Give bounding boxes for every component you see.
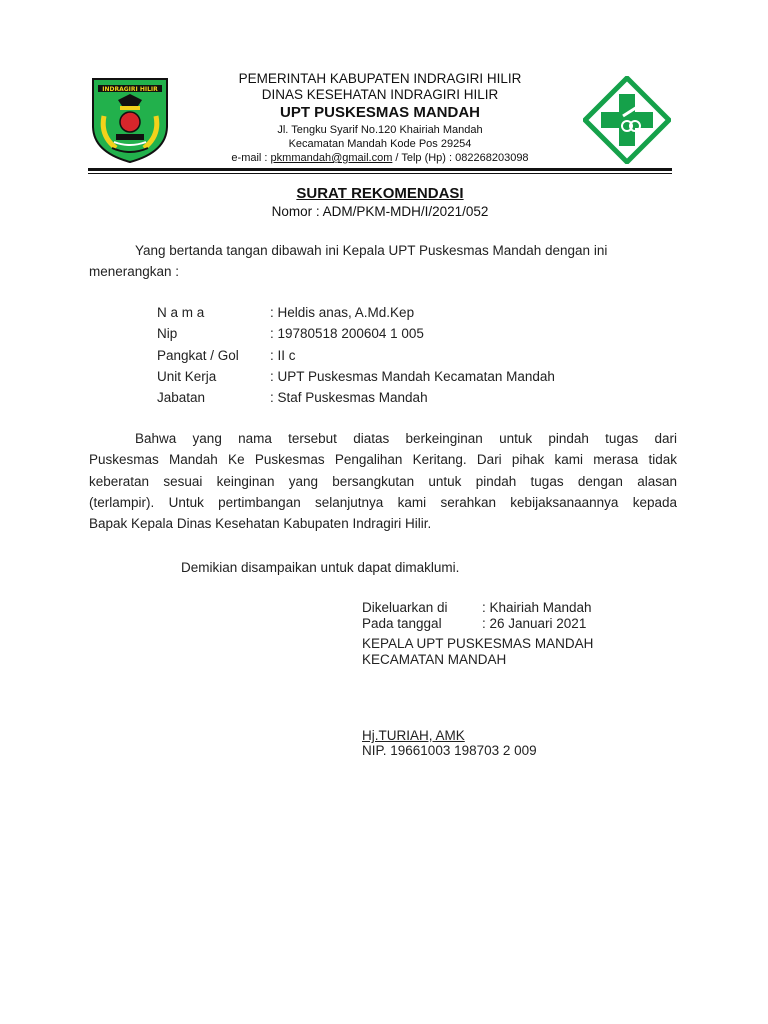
kabupaten-logo	[90, 76, 170, 164]
identity-value-pangkat: : II c	[270, 348, 296, 363]
header-line3: UPT PUSKESMAS MANDAH	[279, 104, 480, 121]
identity-label-pangkat: Pangkat / Gol	[157, 348, 239, 363]
header-divider-thick	[88, 168, 672, 172]
header-address1: Jl. Tengku Syarif No.120 Khairiah Mandah	[277, 124, 483, 136]
identity-label-nip: Nip	[157, 326, 178, 341]
document-number: Nomor : ADM/PKM-MDH/I/2021/052	[271, 204, 489, 219]
paragraph-line5: Bapak Kepala Dinas Kesehatan Kabupaten Indragiri Hilir.	[89, 516, 432, 531]
signatory-name: Hj.TURIAH, AMK	[362, 728, 465, 743]
identity-label-nama: N a m a	[157, 305, 205, 320]
identity-value-jabatan: : Staf Puskesmas Mandah	[270, 390, 428, 405]
identity-label-jabatan: Jabatan	[157, 390, 206, 405]
email-prefix: e-mail :	[231, 152, 271, 164]
date-value: : 26 Januari 2021	[482, 616, 587, 631]
header-address2: Kecamatan Mandah Kode Pos 29254	[288, 138, 472, 150]
document-title: SURAT REKOMENDASI	[296, 185, 464, 202]
puskesmas-logo	[583, 76, 671, 164]
issued-at-label: Dikeluarkan di	[362, 600, 448, 615]
paragraph-line1: Bahwa yang nama tersebut diatas berkeinginan untuk pindah tugas dari	[135, 431, 677, 446]
logo-text: INDRAGIRI HILIR	[102, 86, 158, 93]
paragraph-line2: Puskesmas Mandah Ke Puskesmas Pengalihan Keritang. Dari pihak kami merasa tidak	[89, 452, 677, 467]
identity-value-unit: : UPT Puskesmas Mandah Kecamatan Mandah	[270, 369, 555, 384]
phone-text: / Telp (Hp) : 082268203098	[392, 152, 529, 164]
paragraph-line4: (terlampir). Untuk pertimbangan selanjutnya kami serahkan kebijaksanaannya kepada	[89, 495, 677, 510]
header-line1: PEMERINTAH KABUPATEN INDRAGIRI HILIR	[238, 71, 522, 86]
header-line2: DINAS KESEHATAN INDRAGIRI HILIR	[261, 87, 499, 102]
header-contact	[180, 151, 580, 165]
intro-line2: menerangkan :	[89, 264, 180, 279]
paragraph-line3: keberatan sesuai keinginan yang bersangkutan untuk pindah tugas dengan alasan	[89, 474, 677, 489]
intro-line1: Yang bertanda tangan dibawah ini Kepala UPT Puskesmas Mandah dengan ini	[135, 243, 608, 258]
date-label: Pada tanggal	[362, 616, 442, 631]
email-link[interactable]: pkmmandah@gmail.com	[270, 152, 393, 164]
identity-label-unit: Unit Kerja	[157, 369, 217, 384]
closing-text: Demikian disampaikan untuk dapat dimaklumi.	[181, 560, 460, 575]
issued-at-value: : Khairiah Mandah	[482, 600, 592, 615]
signatory-position2: KECAMATAN MANDAH	[362, 652, 507, 667]
signatory-nip: NIP. 19661003 198703 2 009	[362, 743, 537, 758]
identity-value-nama: : Heldis anas, A.Md.Kep	[270, 305, 415, 320]
header-divider-thin	[88, 173, 672, 174]
signatory-position1: KEPALA UPT PUSKESMAS MANDAH	[362, 636, 594, 651]
identity-value-nip: : 19780518 200604 1 005	[270, 326, 424, 341]
